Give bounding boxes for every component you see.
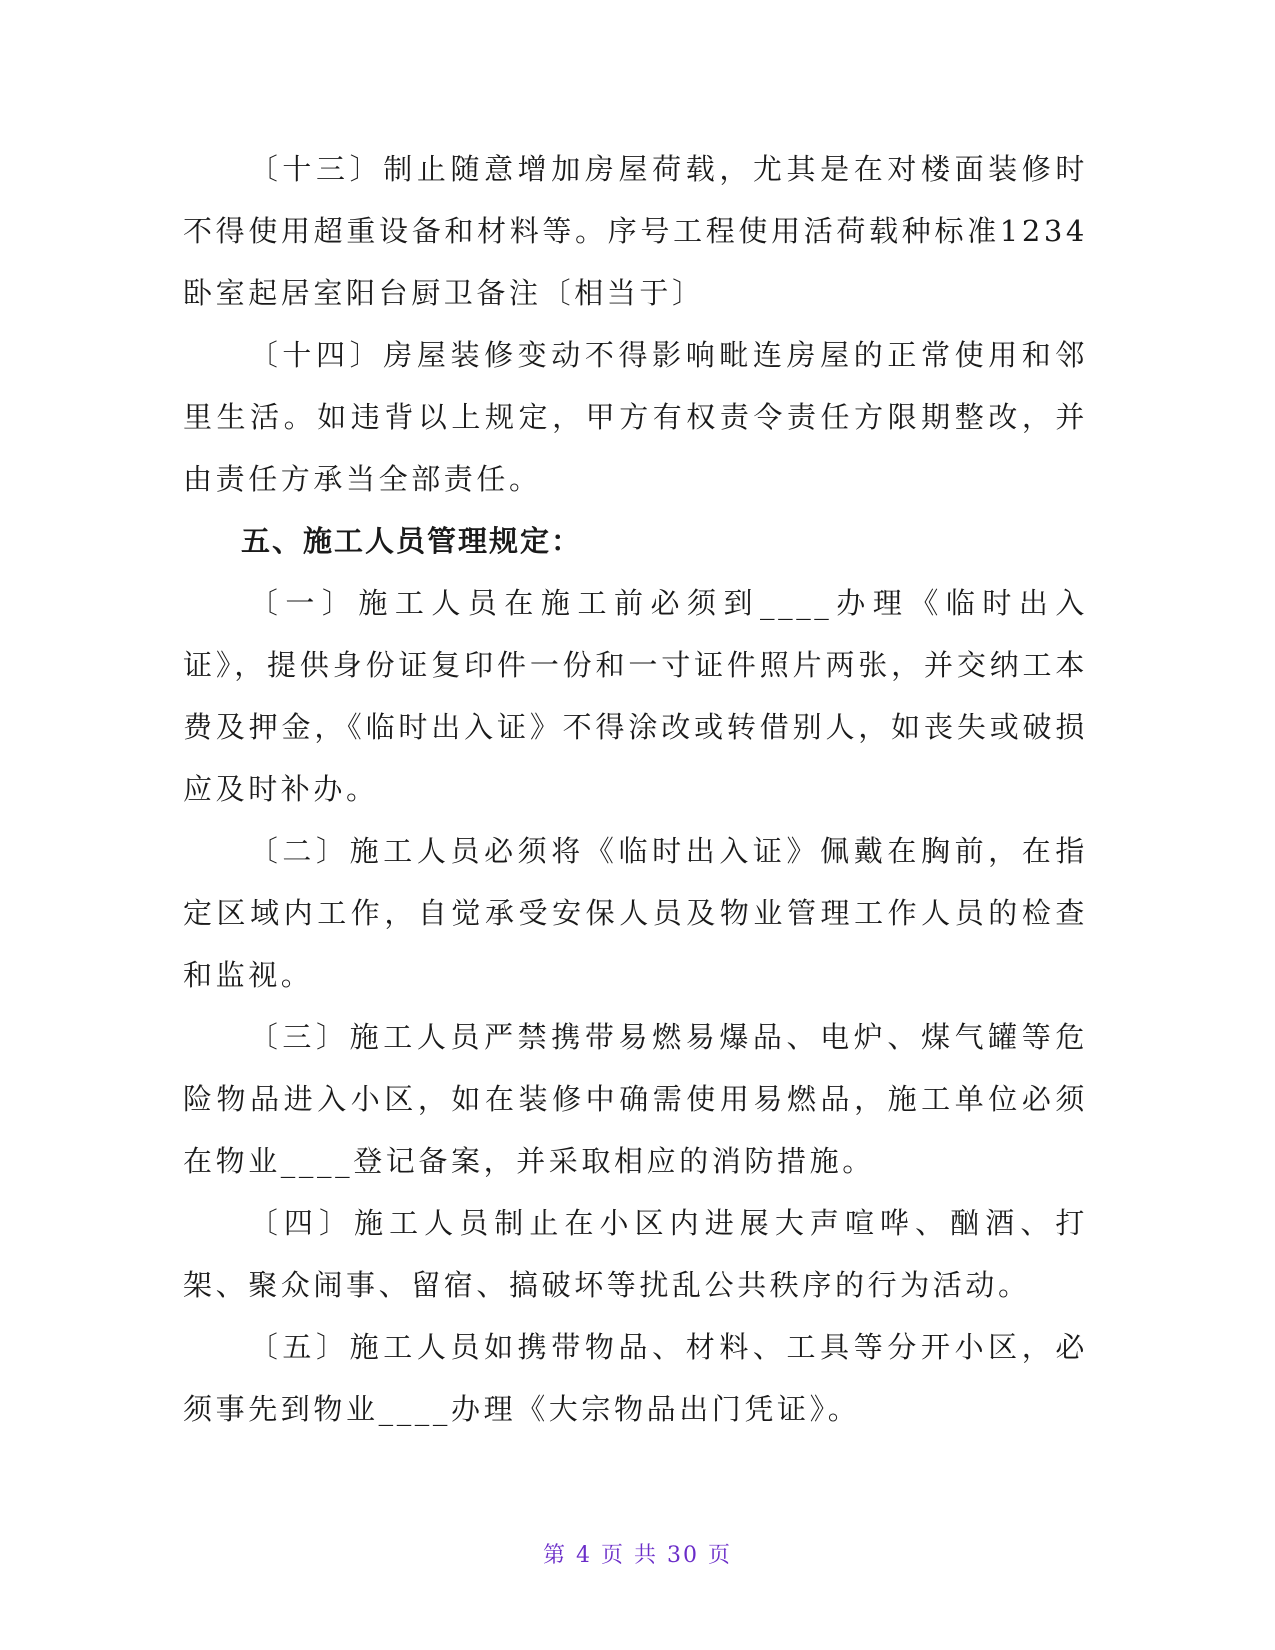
paragraph-13: 〔十三〕制止随意增加房屋荷载，尤其是在对楼面装修时不得使用超重设备和材料等。序号工程使用活荷载种标准1234卧室起居室阳台厨卫备注〔相当于〕 bbox=[183, 152, 1088, 310]
section-paragraph-4: 〔四〕施工人员制止在小区内进展大声喧哗、酗酒、打架、聚众闹事、留宿、搞破坏等扰乱公共秩序的行为活动。 bbox=[183, 1206, 1088, 1302]
section-heading: 五、施工人员管理规定： bbox=[241, 524, 583, 558]
document-body bbox=[183, 138, 1088, 1440]
section-paragraph-1: 〔一〕施工人员在施工前必须到____办理《临时出入证》，提供身份证复印件一份和一寸证件照片两张，并交纳工本费及押金，《临时出入证》不得涂改或转借别人，如丧失或破损应及时补办。 bbox=[183, 586, 1088, 806]
section-paragraph-2: 〔二〕施工人员必须将《临时出入证》佩戴在胸前，在指定区域内工作，自觉承受安保人员及物业管理工作人员的检查和监视。 bbox=[183, 834, 1088, 992]
section-paragraph-5: 〔五〕施工人员如携带物品、材料、工具等分开小区，必须事先到物业____办理《大宗物品出门凭证》。 bbox=[183, 1330, 1088, 1426]
page-number-footer: 第 4 页 共 30 页 bbox=[543, 1543, 732, 1568]
section-paragraph-3: 〔三〕施工人员严禁携带易燃易爆品、电炉、煤气罐等危险物品进入小区，如在装修中确需使用易燃品，施工单位必须在物业____登记备案，并采取相应的消防措施。 bbox=[183, 1020, 1088, 1178]
paragraph-14: 〔十四〕房屋装修变动不得影响毗连房屋的正常使用和邻里生活。如违背以上规定，甲方有权责令责任方限期整改，并由责任方承当全部责任。 bbox=[183, 338, 1088, 496]
